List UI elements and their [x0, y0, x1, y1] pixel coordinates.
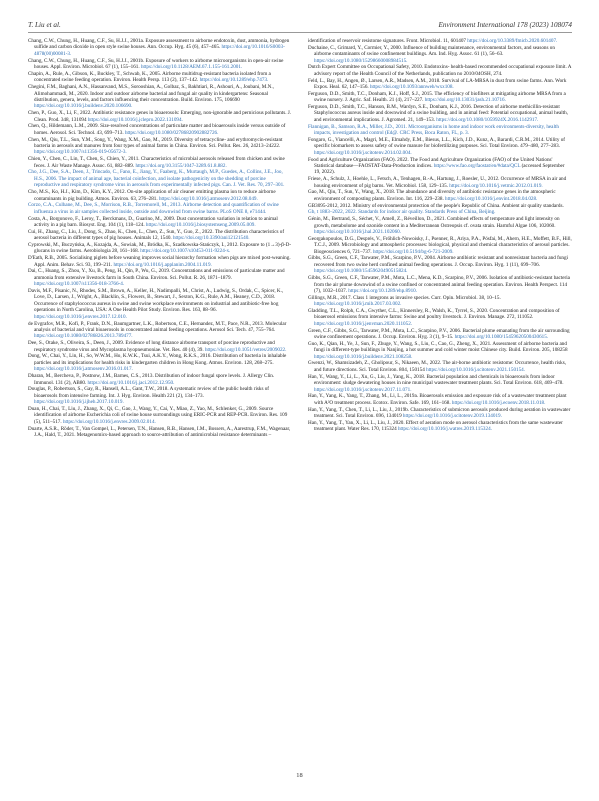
reference-entry [28, 156, 292, 169]
reference-entry [308, 38, 572, 44]
reference-entry [308, 45, 572, 64]
reference-text: Georgakopoulos, D.G., Després, V., Fröhlich-Nowoisky, J., Psenner, R., Ariya, P.A., Pósfai, M., Ahern, H.E., Moffett, B.F., Hill, T.C.J., 2009. Microbiology and atmospheric processes: biological, physical and chemical characteristics of aerosol particles. Biogeosciences 6, 721–737. [308, 235, 572, 255]
reference-entry [28, 321, 292, 340]
doi-link[interactable]: https://doi.org/10.1016/j.envres.2017.12.010. [34, 313, 127, 320]
doi-link[interactable]: https://doi.org/10.1016/j.scitotenv.2019.134019. [402, 412, 502, 419]
reference-entry [28, 406, 292, 425]
doi-link[interactable]: https://doi.org/10.1016/j.atmosenv.2016.01.017. [34, 366, 133, 373]
references-right-column [308, 38, 572, 760]
doi-link[interactable]: https://doi.org/10.1016/j.applanim.2004.11.019. [113, 261, 212, 268]
doi-link[interactable]: https://doi.org/10.1080/15459620490515824. [314, 268, 408, 275]
reference-tail: (accessed September 19, 2022). [314, 162, 565, 176]
doi-link[interactable]: https://doi.org/10.1128/AEM.67.1.155-161.2001. [140, 64, 243, 71]
reference-text: Dharan, M., Bercheva, P., Postnow, J.M., Barnes, C.S., 2013. Distribution of indoor fungal spore levels. J. Allergy Clin. Immunol. 131 (2), AB80. [28, 373, 275, 386]
reference-text: Cui, H., Zhang, C., Liu, J., Dong, S., Zhao, K., Chen, L., Chen, Z., Sun, Y., Guo, Z., 2022. The distribution characteristics of aerosol bacteria in different types of pig houses. Animals 12, 1540. [28, 228, 285, 242]
reference-entry [28, 255, 292, 268]
reference-text: Dai, C., Huang, S., Zhou, Y., Xu, B., Peng, H., Qin, P., Wu, G., 2019. Concentrations and emissions of particulate matter and ammonia from extensive livestock farm in South China. Environ. Sci. Pollut. R. 26, 1871–1879. [28, 268, 285, 281]
doi-link[interactable]: https://doi.org/10.1289/ehp.7473. [199, 77, 269, 84]
reference-text: Gibbs, S.G., Green, C.F., Tarwater, P.M., Scarpino, P.V., 2004. Airborne antibiotic resistant and nonresistant bacteria and fungi recovered from two swine herd confined animal feeding operations. J. Occup. Environ. Hyg. 1 (11), 699–706. [308, 255, 568, 268]
doi-link[interactable]: https://doi.org/10.5194/bg-6-721-2009. [372, 248, 454, 255]
reference-text: Cyprowski, M., Buczyńska, A., Kozajda, A., Sowiak, M., Bródka, K., Szadkowska-Stańczyk, I., 2012. Exposure to (1→3)-β-D-glucans in swine farms. Aerobiologia 28, 161–168. [28, 241, 292, 255]
reference-text: Dutch Expert Committee on Occupational Safety, 2010. Endotoxins- health-based recommended occupational exposure limit. A advisory report of the Health Council of the Netherlands, publication no 2010/04OSH, 274. [308, 64, 572, 77]
reference-entry [28, 169, 292, 188]
doi-link[interactable]: https://doi.org/10.1016/j.ecoenv.2018.11.018. [451, 399, 546, 406]
reference-entry [28, 229, 292, 242]
doi-link[interactable]: https://www.fao.org/faostat/en/#data/QCL [433, 162, 521, 169]
reference-text: Chang, C.W., Chung, H., Huang, C.F., Su, H.J.J., 2001b. Exposure of workers to airborne microorganisms in open-air swine houses. Appl. Environ. Microbiol. 67 (1), 155–161. [28, 57, 284, 71]
reference-entry [28, 353, 292, 372]
reference-entry [308, 189, 572, 202]
doi-link[interactable]: https://doi.org/10.1051/vetres/2009022. [204, 346, 287, 353]
reference-entry [308, 360, 572, 373]
reference-entry [308, 341, 572, 360]
references-left-column [28, 38, 292, 760]
doi-link[interactable]: https://doi.org/10.1016/j.jenvman.2020.111052. [314, 320, 413, 327]
reference-entry [28, 386, 292, 405]
reference-entry [308, 209, 572, 215]
reference-text: Dee, S., Otake, S., Oliveira, S., Deen, J., 2009. Evidence of long distance airborne transport of porcine reproductive and respiratory syndrome virus and Mycoplasma hyopneumoniae. Vet. Res. 40 (4), 39. [28, 340, 275, 353]
header-rule [28, 32, 572, 33]
reference-text: Gwenzi, W., Shamsizadeh, Z., Gholipour, S., Nikaeen, M., 2022. The air-borne antibiotic resistome: Occurrence, health risks, and future directions. Sci. Total Environ. 804, 150154 [308, 360, 566, 373]
reference-text: Chegini, F.M., Baghani, A.N., Hassanvand, M.S., Sorooshian, A., Golbaz, S., Bakhtiari, R., Ashouri, A., Joubani, M.N., Alimohammadi, M., 2020. Indoor and outdoor airborne bacterial and fungal air quality in kindergartens: Seasonal distribution, genera, levels, and factors influencing their concentration. Build. Environ. 175, 106690 [28, 84, 274, 103]
doi-link[interactable]: https://doi.org/10.1016/j.mib.2017.03.002. [314, 301, 402, 308]
reference-entry [28, 268, 292, 287]
doi-link[interactable]: https://doi.org/10.1080/15459620500430615. [454, 334, 549, 341]
reference-text: Duan, H., Chai, T., Liu, J., Zhang, X., Qi, C., Gao, J., Wang, Y., Cai, Y., Miao, Z., Yao, M., Schlenker, G., 2009. Source identification of airborne Escherichia coli of swine house surroundings using ERIC-PCR and REP-PCR. Environ. Res. 109 (5), 511–517. [28, 405, 288, 425]
reference-entry [28, 38, 292, 57]
doi-link[interactable]: https://doi.org/10.1093/annweh/wxx108. [369, 84, 454, 91]
reference-entry [28, 123, 292, 136]
reference-text: Costa, A., Borgonovo, F., Leroy, T., Berckmans, D., Guarino, M., 2009. Dust concentration variation in relation to animal activity in a pig barn. Biosyst. Eng. 104 (1), 118–124. [28, 215, 278, 228]
doi-link[interactable]: https://doi.org/10.1016/j.scitotenv.2017.11.071. [314, 386, 412, 393]
doi-link[interactable]: https://doi.org/10.3390/ani12121540. [172, 235, 250, 242]
reference-entry [308, 255, 572, 274]
reference-entry [308, 91, 572, 104]
reference-entry [28, 340, 292, 353]
reference-text: Douglas, P., Robertson, S., Gay, R., Hansell, A.L., Gant, T.W., 2018. A systematic review of the public health risks of bioaerosols from intensive farming. Int. J. Hyg. Environ. Health 221 (2), 134–173. [28, 386, 270, 399]
doi-link[interactable]: https://doi.org/10.1016/j.buildenv.2021.108258. [314, 353, 413, 360]
reference-text: Davis, M.F., Pisanic, N., Rhodes, S.M., Brown, A., Keller, H., Nadimpalli, M., Christ, A., Ludwig, S., Ordak, C., Spicer, K., Love, D., Larsen, J., Wright, A., Blacklin, S., Flowers, B., Stewart, J., Sexton, K.G., Rule, A.M., Heaney, C.D., 2018. Occurrence of staphylococcus aureus in swine and swine workplace environments on industrial and antibiotic-free hog operations in North Carolina, USA: A One Health Pilot Study. Environ. Res. 163, 88–96. [28, 287, 284, 314]
header-authors: T. Liu et al. [28, 21, 61, 29]
reference-entry [28, 216, 292, 229]
reference-text: Ferguson, D.D., Smith, T.C., Donham, K.J., Hoff, S.J., 2015. The efficiency of biofilters at mitigating airborne MRSA from a swine nursery. J. Agric. Saf. Health. 21 (4), 217–227. [308, 90, 566, 104]
doi-link[interactable]: https://doi.org/10.3155/1047-3289.61.8.882. [135, 162, 227, 169]
reference-text: de Evgrafov, M.R., Kofi, P., Frank, D.N., Baumgartner, L.K., Robertson, C.E., Hernandez, M.T., Pace, N.R., 2013. Molecular analysis of bacterial and viral bioaerosols in concentrated animal feeding operations. Aerosol Sci. Tech. 47, 755–764. [28, 320, 287, 333]
doi-link[interactable]: https://doi.org/10.1016/j.watres.2019.115324. [397, 426, 492, 433]
reference-text: D'Eath, R.B., 2005. Socialising piglets before weaning improves social hierarchy formation when pigs are mixed post-weaning. Appl. Anim. Behav. Sci. 93, 199–211. [28, 255, 291, 268]
doi-link[interactable]: https://doi.org/10.1016/j.biosystemseng.2009.05.009. [145, 221, 256, 228]
doi-link[interactable]: https://doi.org/10.1007/s11356-019-05672-3. [34, 149, 127, 156]
doi-link[interactable]: https://doi.org/10.1016/j.atmosenv.2012.08.049. [158, 195, 258, 202]
reference-entry [28, 84, 292, 110]
doi-link[interactable]: https://doi.org/10.1007/s10453-011-9224-x. [140, 248, 231, 255]
reference-text: Fongaro, G., Viancelli, A., Magri, M.E., Elmahdy, E.M., Biesus, L.L., Kich, J.D., Kunz, A., Barardi, C.R.M., 2014. Utility of specific biomarkers to assess safety of swine manure for biofertilizing purposes. Sci. Total Environ. 479–480, 277–283. [308, 136, 565, 150]
doi-link[interactable]: https://doi.org/10.1016/j.vetmic.2012.01.019. [449, 182, 543, 189]
doi-link[interactable]: https://doi.org/10.1016/j.scitotenv.2014.02.004. [314, 149, 412, 156]
reference-text: Génin, M., Bertrand, S., Séchet, V., Amell, Z., Réveillon, D., 2021. Combined effects of temperature and light intensity on growth, metabolome and ozonide content in a Mediterranean Ostreopsis cf. ovata strain. Harmful Algae 106, 102060. [308, 216, 560, 229]
reference-text: Chien, Y., Chen, C., Lin, T., Chen, S., Chien, Y., 2011. Characteristics of microbial aerosols released from chicken and swine feces. J. Air Waste Manage. Assoc. 61, 882–889. [28, 156, 285, 169]
reference-entry [28, 137, 292, 156]
reference-entry [308, 407, 572, 420]
doi-link[interactable]: https://doi.org/10.1016/j.jaci.2012.12.950. [87, 379, 175, 386]
reference-text: Ferguson, D.D., Smith, T.C., Hanson, B.M., Wardyn, S.E., Donham, K.J., 2016. Detection of airborne methicillin-resistant Staphylococcus aureus inside and downwind of a swine building, and in animal feed: Potential occupational, animal health, and environmental implications. J. Agromed. 21, 149–153. [308, 104, 568, 123]
doi-link[interactable]: https://doi.org/10.1080/02786826.2013.789477. [34, 333, 133, 340]
reference-text: Feld, L., Bay, H., Angen, Ø., Larsen, A.R., Madsen, A.M., 2018. Survival of LA-MRSA in dust from swine farms. Ann. Work Expos. Heal. 62, 147–156. [308, 77, 567, 91]
reference-entry [28, 58, 292, 71]
reference-entry [308, 124, 572, 137]
reference-entry [308, 104, 572, 123]
reference-entry [308, 236, 572, 255]
reference-link-text[interactable]: Gb, t 1883–2022, 2022. Standards for indoor air quality. Standards Press of China, Beijing. [308, 209, 496, 216]
reference-entry [28, 110, 292, 123]
reference-entry [308, 275, 572, 294]
reference-text: Han, Y., Wang, Y., Li, L., Xu, G., Liu, J., Yang, K., 2018. Bacterial population and chemicals in bioaerosols from indoor environment: sludge dewatering houses in nine municipal wastewater treatment plants. Sci. Total Environ. 618, 469–478. [308, 373, 564, 387]
reference-text: Guo, K., Qian, H., Ye, J., Sun, F., Zhuge, Y., Wang, S., Liu, C., Cao, G., Zheng, X., 2021. Assessment of airborne bacteria and fungi in different-type buildings in Nanjing, a hot summer and cold winter moist Chinese city. Build. Environ. 205, 108258 [308, 340, 568, 354]
reference-entry [308, 295, 572, 308]
reference-text: Chang, C.W., Chung, H., Huang, C.F., Su, H.J.J., 2001a. Exposure assessment to airborne endotoxin, dust, ammonia, hydrogen sulfide and carbon dioxide in open style swine houses. Ann. Occup. Hyg. 45 (6), 457–465. [28, 38, 290, 51]
reference-entry [308, 176, 572, 189]
doi-link[interactable]: https://doi.org/10.1007/s11356-018-3766-4. [34, 281, 125, 288]
reference-text: Gibbs, S.G., Green, C.F., Tarwater, P.M., Mota, L.C., Mena, K.D., Scarpino, P.V., 2006. Isolation of antibiotic-resistant bacteria from the air plume downwind of a swine confined or concentrated animal feeding operation. Environ. Health Perspect. 114 (7), 1032–1037. [308, 275, 570, 294]
reference-text: Han, Y., Yang, K., Yang, T., Zhang, M., Li, L., 2019a. Bioaerosols emission and exposure risk of a wastewater treatment plant with A²O treatment process. Ecotox. Environ. Safe. 169, 161–168. [308, 393, 567, 406]
doi-link[interactable]: https://doi.org/10.1016/j.jclepro.2022.131094. [87, 116, 183, 123]
doi-link[interactable]: https://doi.org/10.1016/j.buildenv.2020.106690. [34, 103, 133, 110]
reference-text: Chen, P., Guo, X., Li, F., 2022. Antibiotic resistance genes in bioaerosols: Emerging, non-ignorable and pernicious pollutants. J. Clean. Prod. 348, 131094 [28, 110, 292, 123]
doi-link[interactable]: https://doi.org/10.1016/S0003-4878(00)00081-3. [34, 44, 285, 57]
reference-text: Green, C.F., Gibbs, S.G., Tarwater, P.M., Mota, L.C., Scarpino, P.V., 2006. Bacterial plume emanating from the air surrounding swine confinement operations. J. Occup. Environ. Hyg. 3 (1), 9–15. [308, 327, 570, 341]
reference-text: Gao, M., Qiu, T., Sun, Y., Wang, X., 2018. The abundance and diversity of antibiotic resistance genes in the atmospheric environment of composting plants. Environ. Int. 116, 229–238. [308, 189, 556, 202]
doi-link[interactable]: https://doi.org/10.1289/ehp.8910. [348, 287, 418, 294]
reference-link-text[interactable]: Corzo, C.A., Culhane, M., Dee, S., Morrison, R.B., Torremorell, M., 2013. Airborne detection and quantification of swine influenza a virus in air samples collected inside, outside and downwind from swine barns. PLoS ONE 8, e71444. [28, 202, 279, 215]
header-journal: Environment International 178 (2023) 108074 [438, 21, 572, 29]
reference-text: Han, Y., Yang, T., Yan, X., Li, L., Liu, J., 2020. Effect of aeration mode on aerosol characteristics from the same wastewater treatment plant. Water Res. 170, 115324 [308, 419, 563, 433]
reference-entry [28, 189, 292, 202]
reference-text: Dong, W., Chai, Y., Lin, H., So, W.W.M., Ho, K.W.K., Tsui, A.K.Y., Wong, R.K.S., 2016. Distribution of bacteria in inhalable particles and its implications for health risks in kindergarten children in Hong Kong. Atmos. Environ. 128, 268–275. [28, 353, 287, 366]
reference-text: Food and Agriculture Organization (FAO). 2022. The Food and Agriculture Organization (FAO) of the United Nations' Statistical database—FAOSTAT-Data-Production indices. [308, 156, 553, 169]
reference-link-text[interactable]: Cho, J.G., Dee, S.A., Deen, J., Trincado, C., Fano, E., Jiang, Y., Faaberg, K., Murtaugh, M.P., Guedes, A., Collins, J.E., Joo, H.S., 2006. The impact of animal age, bacterial coinfection, and isolate pathogenicity on the shedding of porcine reproductive and respiratory syndrome virus in aerosols from experimentally infected pigs. Can. J. Vet. Res. 70, 297–301. [28, 169, 285, 189]
reference-text: Han, Y., Yang, T., Chen, T., Li, L., Liu, J., 2019b. Characteristics of submicron aerosols produced during aeration in wastewater treatment. Sci. Total Environ. 696, 134019 [308, 406, 571, 419]
reference-entry [308, 216, 572, 235]
reference-entry [308, 393, 572, 406]
doi-link[interactable]: https://doi.org/10.1016/j.envres.2009.02.014. [62, 418, 156, 425]
doi-link[interactable]: https://doi.org/10.3389/fmicb.2020.601407. [467, 38, 558, 44]
reference-text: GB3095-2012, 2012. Ministry of environmental protection of the people's Republic of China. Ambient air quality standards. [308, 202, 564, 209]
reference-text: identification of reservoir resistome signatures. Front. Microbiol. 11, 601407 [308, 38, 468, 44]
reference-link-text[interactable]: Flannigan, B., Samson, R.A., Miller, J.D., 2011. Microorganisms in home and indoor work environments-diversity, health impacts, investigation and control (Ed@. CRC Press, Boca Raton, FL, p. 3. [308, 123, 559, 137]
reference-text: Chapin, A., Rule, A., Gibson, K., Buckley, T., Schwab, K., 2005. Airborne multidrug-resistant bacteria isolated from a concentrated swine feeding operation. Environ. Health Persp. 113 (2), 137–142. [28, 70, 271, 84]
doi-link[interactable]: https://doi.org/10.1016/j.envint.2018.04.028. [445, 195, 538, 202]
doi-link[interactable]: https://doi.org/10.1080/15298660008984515. [314, 57, 408, 64]
reference-text: Gladding, T.L., Rolph, C.A., Gwyther, C.L., Kinnersley, R., Walsh, K., Tyrrel, S., 2020. Concentration and composition of bioaerosol emissions from intensive farms: Swine and poultry livestock. J. Environ. Manage. 272, 111052. [308, 307, 560, 321]
doi-link[interactable]: https://doi.org/10.13031/jash.21.10716. [424, 97, 506, 104]
reference-entry [308, 137, 572, 156]
reference-text: Friese, A., Schulz, J., Hoehle, L., Fetsch, A., Tenhagen, B.-A., Hartung, J., Roesler, U., 2012. Occurrence of MRSA in air and housing environment of pig barns. Vet. Microbiol. 158, 129–135. [308, 176, 567, 189]
reference-entry [308, 328, 572, 341]
reference-text: Cho, M.S., Ko, H.J., Kim, D., Kim, K.Y., 2012. On-site application of air cleaner emitting plasma ion to reduce airborne contaminants in pig building. Atmos. Environ. 63, 276–281. [28, 189, 276, 202]
reference-entry [308, 64, 572, 77]
reference-text: Chen, M., Qiu, T.L., Sun, Y.M., Song, Y., Wang, X.M., Gao, M., 2019. Diversity of tetracycline- and erythromycin-resistant bacteria in aerosols and manures from four types of animal farms in China. Environ. Sci. Pollut. Res. 26, 24213–24222. [28, 136, 283, 150]
reference-entry [28, 288, 292, 320]
doi-link[interactable]: https://doi.org/10.1080/02786820902882726. [124, 129, 219, 136]
doi-link[interactable]: https://doi.org/10.1016/j.hal.2021.102060. [314, 229, 402, 235]
reference-entry [28, 426, 292, 439]
reference-entry [308, 78, 572, 91]
reference-text: Duchaine, C., Grimard, Y., Cormier, Y., 2000. Influence of building maintenance, environmental factors, and seasons on airborne contaminants of swine confinement buildings. Am. Ind. Hyg. Assoc. 61 (1), 56–63. [308, 44, 555, 58]
reference-entry [308, 308, 572, 327]
reference-text: Duarte, A.S.R., Röder, T., Van Gompel, L., Petersen, T.N., Hansen, R.B., Hansen, I.M., Bossers, A., Aarestrup, F.M., Wagenaar, J.A., Hald, T., 2021. Metagenomics-based approach to source-attribution of antimicrobial resistance determinants – [28, 425, 291, 439]
reference-entry [28, 71, 292, 84]
reference-text: Chen, Q., Hildemann, L.M., 2009. Size-resolved concentrations of particulate matter and bioaerosols inside versus outside of homes. Aerosol. Sci. Technol. 43, 699–713. [28, 123, 286, 136]
reference-entry [28, 202, 292, 215]
reference-entry [308, 157, 572, 176]
reference-entry [28, 242, 292, 255]
reference-entry [308, 420, 572, 433]
doi-link[interactable]: https://doi.org/10.1016/j.scitotenv.2021.150154. [426, 366, 526, 373]
reference-entry [28, 373, 292, 386]
doi-link[interactable]: https://doi.org/10.1016/j.ijheh.2017.10.019. [34, 399, 124, 406]
page-number: 18 [296, 772, 303, 779]
reference-text: Gillings, M.R., 2017. Class 1 integrons as invasive species. Curr. Opin. Microbiol. 38, 10–15. [308, 294, 501, 301]
reference-entry [308, 374, 572, 393]
doi-link[interactable]: https://doi.org/10.1080/1059924X.2016.1142917. [436, 116, 539, 123]
